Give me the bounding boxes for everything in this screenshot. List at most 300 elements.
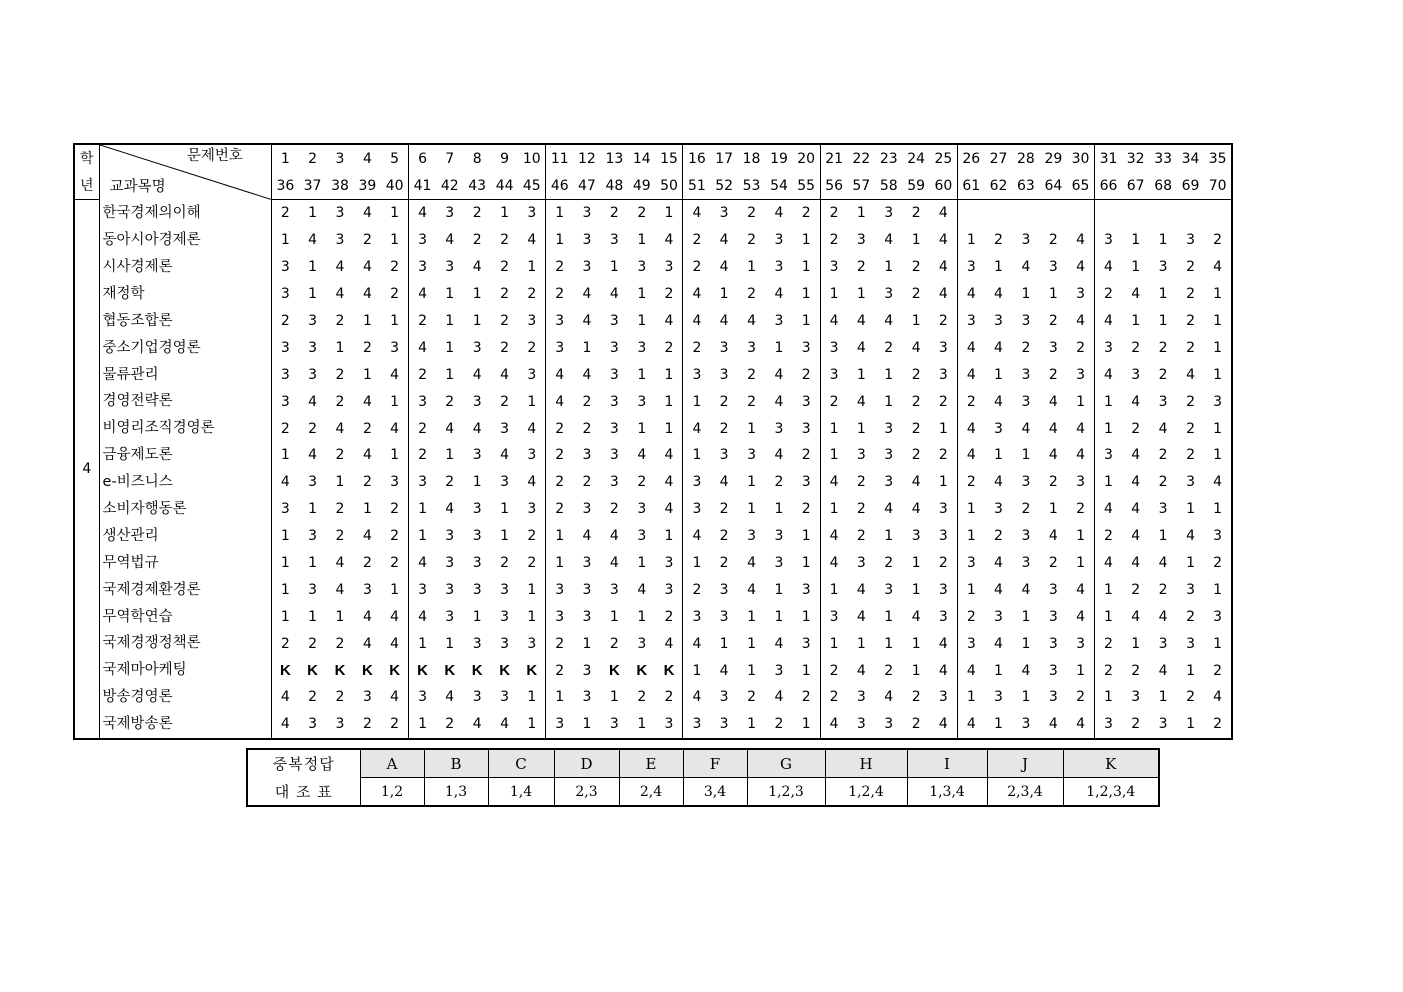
answer-cell: 3	[445, 608, 455, 625]
answer-cell: 1	[555, 205, 565, 222]
answer-cell: 2	[1204, 227, 1232, 254]
answer-cell: 4	[381, 603, 408, 630]
answer-cell: 1	[1131, 313, 1141, 329]
answer-cell: 3	[1186, 474, 1195, 491]
answer-cell: 1	[656, 200, 683, 227]
answer-cell: 4	[856, 393, 866, 410]
answer-cell: 3	[308, 528, 317, 545]
answer-cell: 2	[911, 259, 921, 276]
question-number: 61	[957, 172, 984, 200]
answer-cell: 4	[1158, 420, 1168, 437]
answer-cell: 3	[692, 608, 702, 625]
legend-code: I	[907, 749, 987, 778]
answer-cell: 1	[774, 608, 784, 625]
duplicate-answer-legend	[246, 748, 1160, 807]
answer-cell: 3	[656, 576, 683, 603]
answer-cell: 4	[445, 689, 455, 706]
question-number: 26	[962, 150, 981, 167]
answer-cell: 3	[280, 339, 290, 356]
legend-code: B	[424, 749, 488, 778]
answer-cell: 1	[884, 366, 894, 383]
answer-cell: 3	[1048, 259, 1058, 276]
answer-cell: 4	[418, 286, 427, 303]
answer-cell: 1	[911, 662, 921, 679]
answer-cell: 3	[1186, 635, 1195, 652]
legend-code: C	[488, 749, 554, 778]
answer-cell: 4	[829, 313, 839, 329]
answer-cell: 3	[500, 689, 510, 706]
question-number: 70	[1204, 172, 1232, 200]
answer-cell: 1	[911, 555, 921, 572]
answer-cell: 3	[308, 581, 317, 598]
answer-cell: 3	[930, 496, 957, 523]
answer-cell: 1	[856, 205, 866, 222]
answer-cell: 2	[793, 200, 820, 227]
answer-cell: 1	[829, 581, 839, 598]
answer-cell: 2	[856, 259, 866, 276]
answer-cell: 4	[692, 286, 702, 303]
answer-cell: 3	[418, 474, 427, 491]
answer-cell: 3	[637, 259, 647, 276]
answer-cell: 3	[829, 259, 839, 276]
answer-cell: 3	[1158, 259, 1168, 276]
question-number: 25	[930, 144, 957, 172]
answer-cell: 3	[719, 689, 729, 706]
answer-cell: 3	[994, 420, 1003, 437]
answer-cell: 1	[308, 608, 317, 625]
table-row	[74, 308, 1232, 335]
answer-cell: 2	[555, 635, 565, 652]
question-number: 55	[793, 172, 820, 200]
answer-cell: 2	[884, 662, 894, 679]
answer-cell: 3	[966, 313, 976, 329]
answer-cell: 4	[1131, 286, 1141, 303]
answer-cell: 2	[381, 496, 408, 523]
answer-cell: 3	[555, 716, 565, 733]
answer-cell: 2	[1104, 286, 1113, 303]
answer-cell: 3	[994, 313, 1003, 329]
question-number: 36	[271, 172, 298, 200]
answer-cell: 2	[362, 555, 372, 572]
answer-cell: 2	[518, 550, 545, 577]
answer-cell: 2	[1104, 528, 1113, 545]
answer-cell: 4	[966, 447, 976, 464]
answer-cell: 2	[829, 662, 839, 679]
answer-cell: 3	[692, 474, 702, 491]
answer-cell: K	[362, 662, 373, 680]
answer-cell: 1	[692, 447, 702, 464]
legend-code: E	[619, 749, 683, 778]
question-number: 42	[436, 172, 463, 200]
answer-cell: 2	[656, 334, 683, 361]
answer-cell: 4	[335, 420, 345, 437]
answer-cell: 3	[280, 286, 290, 303]
answer-cell: 3	[719, 608, 729, 625]
answer-cell: 1	[1021, 608, 1031, 625]
legend-value: 3,4	[683, 778, 747, 807]
legend-code: K	[1063, 749, 1159, 778]
answer-cell: 4	[472, 716, 482, 733]
answer-cell: 3	[884, 286, 894, 303]
question-number: 11	[550, 150, 569, 167]
answer-cell: 2	[335, 501, 345, 518]
answer-cell: 1	[1204, 361, 1232, 388]
legend-value: 1,2,4	[825, 778, 907, 807]
answer-cell: 1	[829, 420, 839, 437]
answer-cell: 1	[1131, 635, 1141, 652]
answer-cell: 3	[774, 662, 784, 679]
answer-cell: 3	[1021, 716, 1031, 733]
answer-cell: 1	[1021, 447, 1031, 464]
answer-cell	[1067, 200, 1094, 227]
question-number: 48	[601, 172, 628, 200]
answer-cell: 3	[1048, 635, 1058, 652]
answer-cell: 2	[911, 205, 921, 222]
question-number: 13	[605, 150, 624, 167]
answer-cell: 2	[1186, 608, 1195, 625]
answer-cell: 4	[994, 635, 1003, 652]
answer-cell: 4	[1158, 608, 1168, 625]
answer-cell: 2	[555, 474, 565, 491]
answer-cell: 2	[911, 447, 921, 464]
answer-cell: 3	[1048, 339, 1058, 356]
answer-cell: 1	[994, 447, 1003, 464]
answer-cell: 3	[280, 259, 290, 276]
table-row	[74, 657, 1232, 684]
answer-cell: 1	[1104, 608, 1113, 625]
answer-cell: 1	[637, 232, 647, 249]
legend-code: A	[360, 749, 424, 778]
answer-cell: 3	[582, 581, 592, 598]
answer-cell: 4	[418, 205, 427, 222]
answer-cell: 2	[1158, 366, 1168, 383]
answer-cell: 2	[692, 339, 702, 356]
answer-cell: 1	[774, 501, 784, 518]
answer-cell: 1	[793, 657, 820, 684]
answer-cell: 3	[445, 555, 455, 572]
answer-cell: 3	[1158, 501, 1168, 518]
answer-cell: 3	[518, 200, 545, 227]
question-number: 29	[1044, 150, 1063, 167]
answer-cell: 1	[308, 555, 317, 572]
answer-cell: 1	[637, 716, 647, 733]
answer-cell: 3	[930, 603, 957, 630]
answer-cell: 3	[308, 313, 317, 329]
answer-cell: 2	[747, 286, 756, 303]
answer-cell: 3	[884, 420, 894, 437]
answer-cell: K	[499, 662, 511, 680]
answer-cell: 1	[994, 366, 1003, 383]
answer-cell: 1	[884, 528, 894, 545]
answer-cell: 4	[362, 528, 372, 545]
answer-cell: 2	[582, 420, 592, 437]
answer-cell: 1	[609, 259, 619, 276]
answer-cell: 2	[555, 501, 565, 518]
answer-cell: 2	[1048, 366, 1058, 383]
answer-cell: 3	[719, 205, 729, 222]
answer-cell: 3	[1048, 581, 1058, 598]
answer-cell	[1095, 200, 1122, 227]
answer-cell: 1	[335, 474, 345, 491]
answer-cell: 3	[1021, 232, 1031, 249]
answer-cell: 4	[1131, 608, 1141, 625]
answer-cell: 1	[793, 523, 820, 550]
answer-cell: 2	[582, 393, 592, 410]
answer-cell: 2	[381, 281, 408, 308]
answer-cell: 3	[1158, 635, 1168, 652]
answer-cell: 3	[518, 361, 545, 388]
answer-cell: 3	[609, 393, 619, 410]
answer-cell: 4	[856, 581, 866, 598]
answer-cell: 3	[793, 388, 820, 415]
answer-cell: 1	[280, 581, 290, 598]
answer-cell: 3	[335, 205, 345, 222]
answer-cell: 2	[445, 474, 455, 491]
answer-cell: 1	[884, 635, 894, 652]
answer-cell: 1	[747, 259, 756, 276]
answer-cell: 2	[518, 334, 545, 361]
answer-cell: 4	[518, 227, 545, 254]
answer-cell: 3	[472, 339, 482, 356]
answer-cell: 2	[1048, 232, 1058, 249]
question-number: 6	[418, 150, 427, 167]
answer-cell: 2	[445, 716, 455, 733]
answer-cell: 2	[381, 523, 408, 550]
answer-cell: 2	[793, 684, 820, 711]
answer-cell: 2	[308, 420, 317, 437]
answer-cell: 1	[381, 442, 408, 469]
answer-cell: 1	[793, 281, 820, 308]
answer-cell: 2	[472, 205, 482, 222]
question-number-label: 문제번호	[186, 148, 243, 164]
answer-cell: 1	[500, 528, 510, 545]
answer-cell: 2	[637, 689, 647, 706]
answer-cell: 3	[500, 635, 510, 652]
answer-cell: 3	[774, 232, 784, 249]
answer-cell: K	[307, 662, 318, 680]
answer-cell: 3	[656, 254, 683, 281]
answer-cell: 4	[335, 581, 345, 598]
answer-cell: 4	[1067, 254, 1094, 281]
answer-cell: 2	[500, 232, 510, 249]
answer-cell: 2	[692, 581, 702, 598]
answer-cell: 1	[1158, 313, 1168, 329]
legend-code: F	[683, 749, 747, 778]
answer-cell: 3	[793, 469, 820, 496]
answer-cell: 2	[911, 716, 921, 733]
answer-cell: 3	[994, 608, 1003, 625]
question-number: 10	[518, 144, 545, 172]
answer-cell: 2	[966, 474, 976, 491]
question-number: 8	[472, 150, 482, 167]
answer-cell: 4	[774, 447, 784, 464]
answer-cell: 4	[418, 608, 427, 625]
answer-cell: 4	[418, 555, 427, 572]
answer-cell: 2	[1131, 716, 1141, 733]
answer-cell: 3	[609, 232, 619, 249]
answer-cell: 1	[500, 205, 510, 222]
answer-cell: 4	[930, 711, 957, 739]
answer-cell: 1	[747, 716, 756, 733]
answer-cell: 1	[884, 393, 894, 410]
legend-code: G	[747, 749, 825, 778]
legend-code: H	[825, 749, 907, 778]
answer-cell: 1	[747, 635, 756, 652]
answer-cell: 3	[1131, 366, 1141, 383]
answer-cell: 3	[472, 447, 482, 464]
question-number: 20	[793, 144, 820, 172]
answer-cell: 2	[1204, 711, 1232, 739]
answer-cell: 1	[747, 662, 756, 679]
answer-cell: 4	[692, 635, 702, 652]
answer-cell: K	[417, 662, 428, 680]
answer-cell: 4	[335, 555, 345, 572]
answer-cell: 4	[1131, 555, 1141, 572]
answer-cell: 4	[656, 308, 683, 335]
answer-cell: 3	[1067, 361, 1094, 388]
answer-cell: 2	[381, 550, 408, 577]
answer-cell: 4	[308, 232, 317, 249]
answer-cell: 2	[829, 393, 839, 410]
answer-cell: 4	[1067, 603, 1094, 630]
answer-cell: 1	[335, 339, 345, 356]
answer-cell: 4	[692, 420, 702, 437]
answer-cell: 4	[472, 259, 482, 276]
answer-cell: 2	[656, 684, 683, 711]
answer-cell: 1	[856, 635, 866, 652]
question-number: 51	[683, 172, 710, 200]
answer-cell: 2	[418, 420, 427, 437]
answer-cell: 3	[609, 474, 619, 491]
answer-cell: 3	[1067, 469, 1094, 496]
answer-cell: 1	[518, 684, 545, 711]
answer-cell: 1	[1158, 286, 1168, 303]
question-number: 15	[656, 144, 683, 172]
answer-cell: 3	[445, 205, 455, 222]
answer-cell: 4	[1067, 308, 1094, 335]
answer-cell: K	[334, 662, 346, 680]
answer-cell: 1	[518, 603, 545, 630]
answer-cell: 2	[656, 603, 683, 630]
table-row	[74, 200, 1232, 227]
answer-cell: 3	[1021, 313, 1031, 329]
answer-cell: 4	[1048, 447, 1058, 464]
answer-cell: 4	[362, 393, 372, 410]
answer-cell: 1	[884, 608, 894, 625]
subject-name: 국제경쟁정책론	[99, 630, 271, 657]
answer-cell: 1	[418, 528, 427, 545]
answer-cell: 3	[1067, 281, 1094, 308]
answer-cell: 2	[774, 716, 784, 733]
answer-cell: 1	[793, 227, 820, 254]
answer-cell: 2	[719, 555, 729, 572]
answer-cell: 4	[856, 662, 866, 679]
answer-cell: 3	[335, 232, 345, 249]
answer-cell: 2	[930, 388, 957, 415]
table-row	[74, 711, 1232, 739]
answer-cell: 2	[966, 393, 976, 410]
answer-cell: 4	[994, 286, 1003, 303]
grade-value: 4	[74, 200, 99, 739]
question-number: 34	[1181, 150, 1200, 167]
answer-cell: 3	[472, 581, 482, 598]
answer-cell: 4	[994, 581, 1003, 598]
question-number: 63	[1012, 172, 1039, 200]
question-number: 30	[1067, 144, 1094, 172]
answer-cell: 4	[1204, 469, 1232, 496]
answer-cell: 4	[930, 630, 957, 657]
answer-cell: 2	[381, 711, 408, 739]
answer-cell: 2	[582, 474, 592, 491]
answer-cell: 4	[335, 286, 345, 303]
answer-cell: 1	[1021, 635, 1031, 652]
answer-cell: 1	[555, 528, 565, 545]
answer-cell: 4	[1021, 662, 1031, 679]
answer-cell: 2	[1131, 339, 1141, 356]
answer-cell: 1	[280, 232, 290, 249]
answer-cell: 4	[994, 393, 1003, 410]
answer-cell: 1	[829, 447, 839, 464]
answer-cell: 3	[774, 259, 784, 276]
question-number: 53	[738, 172, 765, 200]
question-number: 28	[1017, 150, 1035, 167]
question-number: 33	[1154, 150, 1173, 167]
answer-cell: 1	[966, 501, 976, 518]
legend-value: 1,2	[360, 778, 424, 807]
answer-cell: 4	[518, 469, 545, 496]
answer-cell: 4	[911, 339, 921, 356]
question-number: 39	[354, 172, 381, 200]
table-row	[74, 550, 1232, 577]
question-number: 62	[985, 172, 1012, 200]
legend-label-top: 중복정답	[247, 749, 360, 778]
answer-cell: 2	[829, 232, 839, 249]
answer-cell: 2	[555, 420, 565, 437]
subject-name: 한국경제의이해	[99, 200, 271, 227]
answer-cell: 4	[362, 608, 372, 625]
answer-cell: 3	[1021, 528, 1031, 545]
answer-cell: 1	[856, 366, 866, 383]
answer-cell: 1	[1131, 232, 1141, 249]
subject-name: 소비자행동론	[99, 496, 271, 523]
answer-cell: 3	[280, 366, 290, 383]
answer-cell: 1	[1104, 420, 1113, 437]
answer-cell: 3	[774, 420, 784, 437]
answer-cell: 1	[656, 388, 683, 415]
answer-cell: 3	[884, 205, 894, 222]
question-number: 67	[1122, 172, 1149, 200]
answer-cell: 3	[1131, 689, 1141, 706]
question-number: 66	[1095, 172, 1122, 200]
legend-value: 2,3	[554, 778, 619, 807]
answer-cell: 1	[445, 635, 455, 652]
answer-cell: 2	[1158, 447, 1168, 464]
answer-cell: 1	[911, 232, 921, 249]
legend-code: D	[554, 749, 619, 778]
answer-cell: 2	[335, 366, 345, 383]
answer-cell: K	[279, 662, 291, 680]
table-row	[74, 334, 1232, 361]
answer-cell: 3	[1204, 603, 1232, 630]
answer-cell: 3	[308, 339, 317, 356]
answer-cell: 1	[911, 313, 921, 329]
answer-cell: 3	[555, 608, 565, 625]
answer-cell: 4	[555, 366, 565, 383]
answer-cell: 2	[719, 528, 729, 545]
question-number: 68	[1149, 172, 1176, 200]
answer-cell: 4	[719, 313, 729, 329]
answer-cell: 3	[747, 528, 756, 545]
